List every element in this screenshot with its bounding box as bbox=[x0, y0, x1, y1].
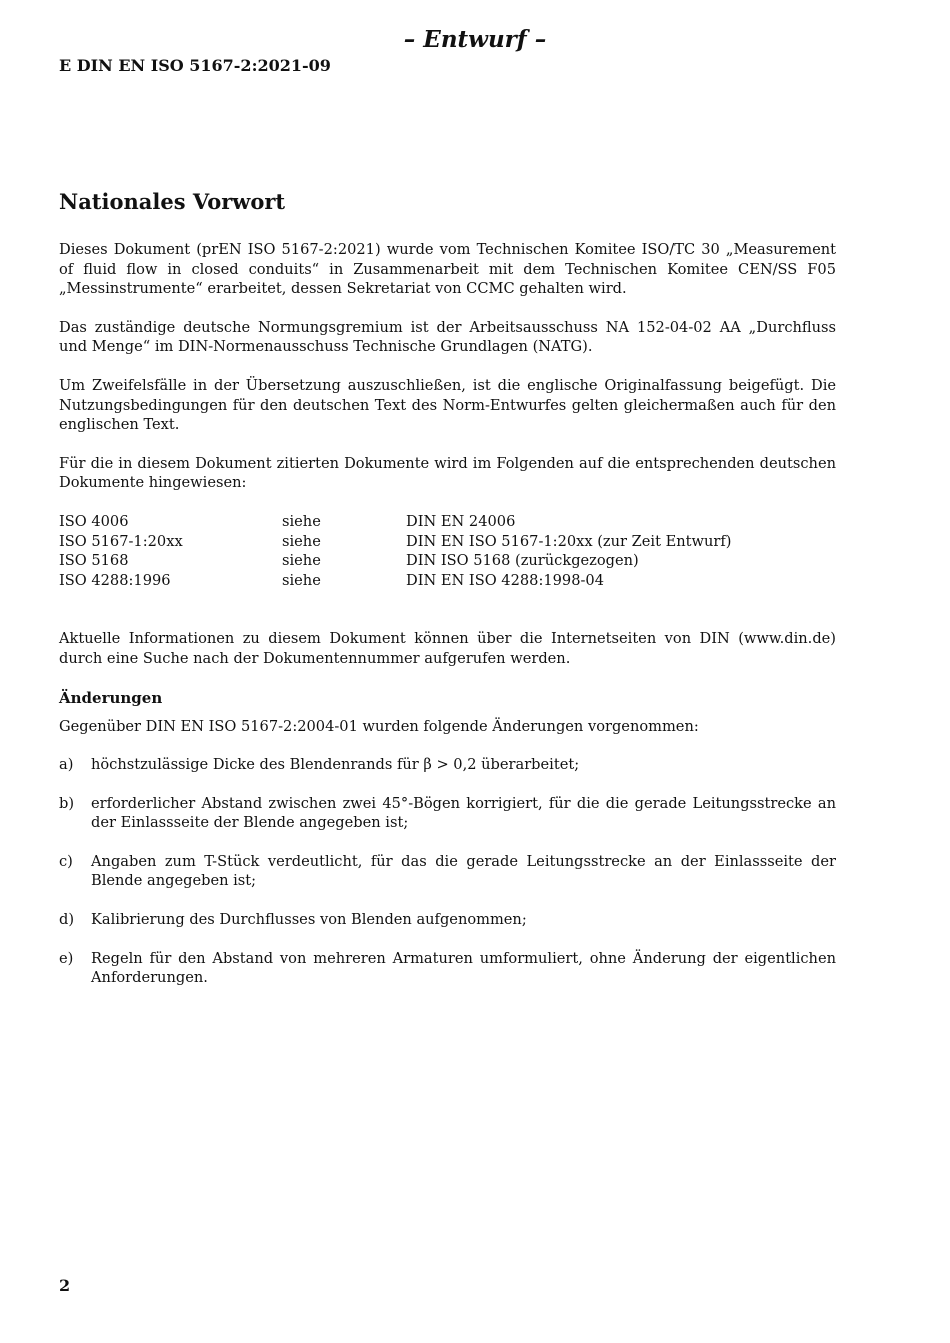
change-label: b) bbox=[59, 794, 75, 812]
paragraph-info: Aktuelle Informationen zu diesem Dokument können über die Internetseiten von DIN (www.din.de) durch eine Suche nach der Dokumentennummer aufgerufen werden. bbox=[59, 630, 836, 667]
reference-table bbox=[59, 512, 836, 590]
change-text: höchstzulässige Dicke des Blendenrands für β > 0,2 überarbeitet; bbox=[91, 756, 580, 774]
change-text: Kalibrierung des Durchflusses von Blenden aufgenommen; bbox=[91, 911, 527, 929]
document-id: E DIN EN ISO 5167-2:2021-09 bbox=[59, 56, 331, 75]
reference-see: siehe bbox=[282, 571, 321, 589]
change-label: c) bbox=[59, 852, 73, 870]
reference-row bbox=[59, 551, 836, 571]
change-label: a) bbox=[59, 756, 74, 774]
reference-row bbox=[59, 571, 836, 591]
reference-row bbox=[59, 512, 836, 532]
reference-iso: ISO 5167-1:20xx bbox=[59, 532, 183, 550]
changes-heading: Änderungen bbox=[59, 688, 163, 707]
reference-iso: ISO 5168 bbox=[59, 552, 129, 570]
changes-intro: Gegenüber DIN EN ISO 5167-2:2004-01 wurden folgende Änderungen vorgenommen: bbox=[59, 717, 699, 735]
change-text: Regeln für den Abstand von mehreren Armaturen umformuliert, ohne Änderung der eigentlichen Anforderungen. bbox=[91, 949, 836, 987]
change-item bbox=[59, 910, 836, 930]
change-label: d) bbox=[59, 911, 75, 929]
paragraph-committee: Dieses Dokument (prEN ISO 5167-2:2021) wurde vom Technischen Komitee ISO/TC 30 „Measurement of fluid flow in closed conduits“ in Zusammenarbeit mit dem Technischen Komitee CEN/SS F05 „Messinstrumente“ erarbeitet, dessen Sekretariat von CCMC gehalten wird. bbox=[59, 241, 836, 298]
reference-din: DIN EN ISO 4288:1998-04 bbox=[406, 571, 604, 589]
draft-label: – Entwurf – bbox=[403, 26, 547, 53]
change-label: e) bbox=[59, 949, 74, 967]
page-title: Nationales Vorwort bbox=[59, 189, 286, 214]
reference-iso: ISO 4288:1996 bbox=[59, 571, 171, 589]
reference-iso: ISO 4006 bbox=[59, 512, 129, 530]
paragraph-references-intro: Für die in diesem Dokument zitierten Dokumente wird im Folgenden auf die entsprechenden deutschen Dokumente hingewiesen: bbox=[59, 454, 836, 492]
reference-din: DIN EN ISO 5167-1:20xx (zur Zeit Entwurf) bbox=[406, 532, 732, 550]
reference-din: DIN EN 24006 bbox=[406, 512, 516, 530]
paragraph-standards-body: Das zuständige deutsche Normungsgremium ist der Arbeitsausschuss NA 152-04-02 AA „Durchfluss und Menge“ im DIN-Normenausschuss Technische Grundlagen (NATG). bbox=[59, 318, 836, 356]
page-number: 2 bbox=[59, 1276, 71, 1295]
change-item bbox=[59, 949, 836, 988]
reference-din: DIN ISO 5168 (zurückgezogen) bbox=[406, 552, 639, 570]
page-content bbox=[59, 188, 836, 1007]
change-text: Angaben zum T-Stück verdeutlicht, für das die gerade Leitungsstrecke an der Einlassseite der Blende angegeben ist; bbox=[91, 852, 836, 890]
reference-see: siehe bbox=[282, 552, 321, 570]
change-item bbox=[59, 852, 836, 891]
reference-see: siehe bbox=[282, 512, 321, 530]
change-item bbox=[59, 794, 836, 833]
change-text: erforderlicher Abstand zwischen zwei 45°-Bögen korrigiert, für die die gerade Leitungsstrecke an der Einlassseite der Blende angegeben ist; bbox=[91, 794, 836, 832]
paragraph-translation: Um Zweifelsfälle in der Übersetzung auszuschließen, ist die englische Originalfassung beigefügt. Die Nutzungsbedingungen für den deutschen Text des Norm-Entwurfes gelten gleichermaßen auch für den englischen Text. bbox=[59, 376, 836, 434]
change-item bbox=[59, 755, 836, 775]
reference-see: siehe bbox=[282, 532, 321, 550]
reference-row bbox=[59, 532, 836, 552]
